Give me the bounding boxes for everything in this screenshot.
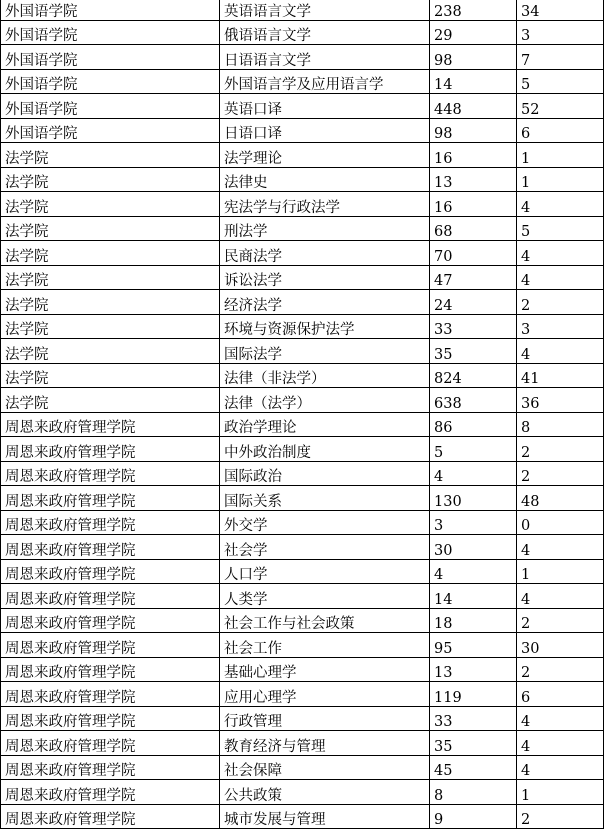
admitted-cell: 6 bbox=[517, 118, 604, 143]
table-row bbox=[1, 388, 604, 413]
applicants-cell: 638 bbox=[430, 388, 517, 413]
major-cell: 应用心理学 bbox=[220, 682, 430, 707]
admitted-cell: 4 bbox=[517, 241, 604, 266]
applicants-cell: 29 bbox=[430, 20, 517, 45]
admitted-cell: 8 bbox=[517, 412, 604, 437]
admitted-cell: 0 bbox=[517, 510, 604, 535]
college-cell: 周恩来政府管理学院 bbox=[1, 804, 220, 829]
applicants-cell: 13 bbox=[430, 657, 517, 682]
applicants-cell: 448 bbox=[430, 94, 517, 119]
table-row bbox=[1, 682, 604, 707]
major-cell: 行政管理 bbox=[220, 706, 430, 731]
major-cell: 经济法学 bbox=[220, 290, 430, 315]
applicants-cell: 9 bbox=[430, 804, 517, 829]
college-cell: 周恩来政府管理学院 bbox=[1, 412, 220, 437]
major-cell: 国际关系 bbox=[220, 486, 430, 511]
admitted-cell: 2 bbox=[517, 657, 604, 682]
applicants-cell: 35 bbox=[430, 339, 517, 364]
applicants-cell: 5 bbox=[430, 437, 517, 462]
applicants-cell: 33 bbox=[430, 706, 517, 731]
applicants-cell: 45 bbox=[430, 755, 517, 780]
major-cell: 人类学 bbox=[220, 584, 430, 609]
applicants-cell: 16 bbox=[430, 143, 517, 168]
applicants-cell: 14 bbox=[430, 584, 517, 609]
major-cell: 法律史 bbox=[220, 167, 430, 192]
table-row bbox=[1, 241, 604, 266]
major-cell: 英语语言文学 bbox=[220, 0, 430, 20]
college-cell: 法学院 bbox=[1, 241, 220, 266]
applicants-cell: 14 bbox=[430, 69, 517, 94]
admitted-cell: 2 bbox=[517, 608, 604, 633]
major-cell: 刑法学 bbox=[220, 216, 430, 241]
college-cell: 周恩来政府管理学院 bbox=[1, 682, 220, 707]
college-cell: 法学院 bbox=[1, 192, 220, 217]
college-cell: 外国语学院 bbox=[1, 69, 220, 94]
admitted-cell: 4 bbox=[517, 339, 604, 364]
table-row bbox=[1, 657, 604, 682]
college-cell: 周恩来政府管理学院 bbox=[1, 559, 220, 584]
table-row bbox=[1, 69, 604, 94]
table-body bbox=[1, 0, 604, 829]
applicants-cell: 98 bbox=[430, 45, 517, 70]
major-cell: 法学理论 bbox=[220, 143, 430, 168]
admitted-cell: 36 bbox=[517, 388, 604, 413]
admitted-cell: 5 bbox=[517, 69, 604, 94]
applicants-cell: 98 bbox=[430, 118, 517, 143]
applicants-cell: 47 bbox=[430, 265, 517, 290]
applicants-cell: 238 bbox=[430, 0, 517, 20]
college-cell: 周恩来政府管理学院 bbox=[1, 584, 220, 609]
admitted-cell: 4 bbox=[517, 265, 604, 290]
admitted-cell: 4 bbox=[517, 755, 604, 780]
major-cell: 外交学 bbox=[220, 510, 430, 535]
admitted-cell: 5 bbox=[517, 216, 604, 241]
major-cell: 社会保障 bbox=[220, 755, 430, 780]
applicants-cell: 13 bbox=[430, 167, 517, 192]
major-cell: 中外政治制度 bbox=[220, 437, 430, 462]
college-cell: 周恩来政府管理学院 bbox=[1, 461, 220, 486]
applicants-cell: 35 bbox=[430, 731, 517, 756]
applicants-cell: 8 bbox=[430, 780, 517, 805]
admitted-cell: 4 bbox=[517, 584, 604, 609]
major-cell: 日语语言文学 bbox=[220, 45, 430, 70]
admitted-cell: 4 bbox=[517, 535, 604, 560]
major-cell: 诉讼法学 bbox=[220, 265, 430, 290]
major-cell: 人口学 bbox=[220, 559, 430, 584]
applicants-cell: 68 bbox=[430, 216, 517, 241]
table-row bbox=[1, 192, 604, 217]
applicants-cell: 4 bbox=[430, 461, 517, 486]
major-cell: 日语口译 bbox=[220, 118, 430, 143]
table-row bbox=[1, 363, 604, 388]
applicants-cell: 95 bbox=[430, 633, 517, 658]
applicants-cell: 24 bbox=[430, 290, 517, 315]
table-row bbox=[1, 167, 604, 192]
major-cell: 教育经济与管理 bbox=[220, 731, 430, 756]
college-cell: 法学院 bbox=[1, 265, 220, 290]
college-cell: 法学院 bbox=[1, 314, 220, 339]
college-cell: 法学院 bbox=[1, 167, 220, 192]
table-row bbox=[1, 0, 604, 20]
table-row bbox=[1, 559, 604, 584]
college-cell: 法学院 bbox=[1, 143, 220, 168]
admitted-cell: 2 bbox=[517, 804, 604, 829]
applicants-cell: 33 bbox=[430, 314, 517, 339]
table-row bbox=[1, 20, 604, 45]
table-row bbox=[1, 94, 604, 119]
table-row bbox=[1, 290, 604, 315]
major-cell: 环境与资源保护法学 bbox=[220, 314, 430, 339]
applicants-cell: 70 bbox=[430, 241, 517, 266]
college-cell: 周恩来政府管理学院 bbox=[1, 486, 220, 511]
table-row bbox=[1, 608, 604, 633]
applicants-cell: 86 bbox=[430, 412, 517, 437]
admitted-cell: 48 bbox=[517, 486, 604, 511]
table-row bbox=[1, 535, 604, 560]
applicants-cell: 18 bbox=[430, 608, 517, 633]
college-cell: 周恩来政府管理学院 bbox=[1, 755, 220, 780]
college-cell: 法学院 bbox=[1, 216, 220, 241]
table-row bbox=[1, 804, 604, 829]
admitted-cell: 34 bbox=[517, 0, 604, 20]
admitted-cell: 1 bbox=[517, 143, 604, 168]
major-cell: 国际政治 bbox=[220, 461, 430, 486]
applicants-cell: 130 bbox=[430, 486, 517, 511]
admitted-cell: 1 bbox=[517, 559, 604, 584]
college-cell: 周恩来政府管理学院 bbox=[1, 780, 220, 805]
major-cell: 基础心理学 bbox=[220, 657, 430, 682]
applicants-cell: 3 bbox=[430, 510, 517, 535]
table-row bbox=[1, 216, 604, 241]
college-cell: 外国语学院 bbox=[1, 118, 220, 143]
table-row bbox=[1, 510, 604, 535]
major-cell: 社会工作 bbox=[220, 633, 430, 658]
table-row bbox=[1, 45, 604, 70]
college-cell: 法学院 bbox=[1, 363, 220, 388]
table-row bbox=[1, 731, 604, 756]
admitted-cell: 7 bbox=[517, 45, 604, 70]
admitted-cell: 41 bbox=[517, 363, 604, 388]
table-row bbox=[1, 314, 604, 339]
table-row bbox=[1, 437, 604, 462]
table-row bbox=[1, 265, 604, 290]
admitted-cell: 4 bbox=[517, 706, 604, 731]
admitted-cell: 2 bbox=[517, 437, 604, 462]
applicants-cell: 119 bbox=[430, 682, 517, 707]
admitted-cell: 30 bbox=[517, 633, 604, 658]
table-row bbox=[1, 461, 604, 486]
admitted-cell: 1 bbox=[517, 780, 604, 805]
major-cell: 民商法学 bbox=[220, 241, 430, 266]
admitted-cell: 4 bbox=[517, 192, 604, 217]
table-row bbox=[1, 780, 604, 805]
college-cell: 周恩来政府管理学院 bbox=[1, 437, 220, 462]
major-cell: 政治学理论 bbox=[220, 412, 430, 437]
major-cell: 宪法学与行政法学 bbox=[220, 192, 430, 217]
college-cell: 法学院 bbox=[1, 290, 220, 315]
admitted-cell: 2 bbox=[517, 461, 604, 486]
applicants-cell: 16 bbox=[430, 192, 517, 217]
major-cell: 城市发展与管理 bbox=[220, 804, 430, 829]
college-cell: 周恩来政府管理学院 bbox=[1, 657, 220, 682]
major-cell: 英语口译 bbox=[220, 94, 430, 119]
applicants-cell: 4 bbox=[430, 559, 517, 584]
table-row bbox=[1, 633, 604, 658]
admitted-cell: 6 bbox=[517, 682, 604, 707]
admitted-cell: 1 bbox=[517, 167, 604, 192]
college-cell: 法学院 bbox=[1, 339, 220, 364]
college-cell: 外国语学院 bbox=[1, 94, 220, 119]
admitted-cell: 3 bbox=[517, 314, 604, 339]
admitted-cell: 3 bbox=[517, 20, 604, 45]
table-row bbox=[1, 486, 604, 511]
major-cell: 外国语言学及应用语言学 bbox=[220, 69, 430, 94]
table-row bbox=[1, 584, 604, 609]
table-row bbox=[1, 339, 604, 364]
admitted-cell: 2 bbox=[517, 290, 604, 315]
admitted-cell: 52 bbox=[517, 94, 604, 119]
college-cell: 法学院 bbox=[1, 388, 220, 413]
college-cell: 周恩来政府管理学院 bbox=[1, 608, 220, 633]
table-row bbox=[1, 755, 604, 780]
table-row bbox=[1, 118, 604, 143]
college-cell: 周恩来政府管理学院 bbox=[1, 510, 220, 535]
major-cell: 法律（法学） bbox=[220, 388, 430, 413]
major-cell: 社会工作与社会政策 bbox=[220, 608, 430, 633]
table-row bbox=[1, 412, 604, 437]
admitted-cell: 4 bbox=[517, 731, 604, 756]
college-cell: 外国语学院 bbox=[1, 45, 220, 70]
applicants-cell: 30 bbox=[430, 535, 517, 560]
table-row bbox=[1, 706, 604, 731]
college-cell: 外国语学院 bbox=[1, 20, 220, 45]
college-cell: 外国语学院 bbox=[1, 0, 220, 20]
table-row bbox=[1, 143, 604, 168]
major-cell: 国际法学 bbox=[220, 339, 430, 364]
applicants-cell: 824 bbox=[430, 363, 517, 388]
college-cell: 周恩来政府管理学院 bbox=[1, 706, 220, 731]
major-cell: 社会学 bbox=[220, 535, 430, 560]
college-cell: 周恩来政府管理学院 bbox=[1, 535, 220, 560]
major-cell: 俄语语言文学 bbox=[220, 20, 430, 45]
major-cell: 公共政策 bbox=[220, 780, 430, 805]
college-cell: 周恩来政府管理学院 bbox=[1, 731, 220, 756]
major-cell: 法律（非法学） bbox=[220, 363, 430, 388]
college-cell: 周恩来政府管理学院 bbox=[1, 633, 220, 658]
